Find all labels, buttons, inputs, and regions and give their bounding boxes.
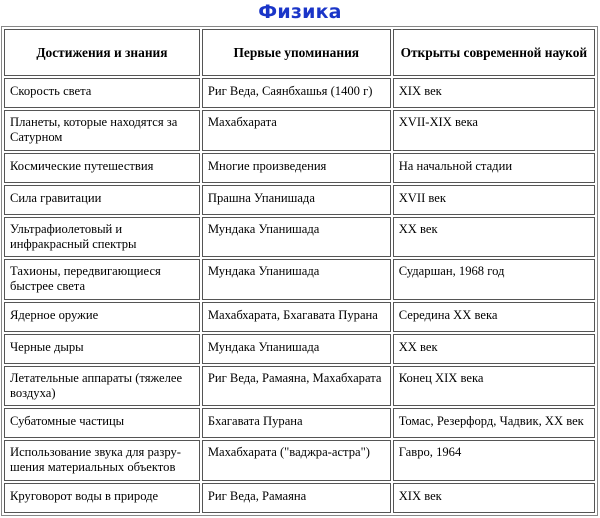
header-discovered-by-science: Открыты современной наукой — [393, 29, 595, 76]
cell-first-mention: Риг Веда, Саянбхашья (1400 г) — [202, 78, 391, 108]
cell-achievement: Космические путешествия — [4, 153, 200, 183]
table-row — [4, 334, 595, 364]
table-row — [4, 408, 595, 438]
cell-discovery: XVII век — [393, 185, 595, 215]
table-header-row — [4, 29, 595, 76]
table-row — [4, 78, 595, 108]
cell-discovery: Сударшан, 1968 год — [393, 259, 595, 300]
cell-achievement: Летательные аппараты (тяжелее воздуха) — [4, 366, 200, 407]
cell-achievement: Субатомные частицы — [4, 408, 200, 438]
cell-achievement: Круговорот воды в природе — [4, 483, 200, 513]
cell-discovery: XIX век — [393, 78, 595, 108]
cell-achievement: Планеты, которые находятся за Сатурном — [4, 110, 200, 151]
cell-first-mention: Бхагавата Пурана — [202, 408, 391, 438]
cell-first-mention: Мундака Упанишада — [202, 259, 391, 300]
header-first-mentions: Первые упоминания — [202, 29, 391, 76]
cell-first-mention: Махабхарата ("ваджра-астра") — [202, 440, 391, 481]
table-row — [4, 440, 595, 481]
header-achievements: Достижения и знания — [4, 29, 200, 76]
cell-discovery: XIX век — [393, 483, 595, 513]
cell-achievement: Ультрафиолетовый и инфракрасный спектры — [4, 217, 200, 258]
table-row — [4, 185, 595, 215]
cell-first-mention: Мундака Упанишада — [202, 217, 391, 258]
cell-discovery: XX век — [393, 217, 595, 258]
table-row — [4, 483, 595, 513]
cell-achievement: Тахионы, передвигающиеся быстрее света — [4, 259, 200, 300]
table-row — [4, 366, 595, 407]
page-title: Физика — [258, 1, 342, 23]
cell-first-mention: Риг Веда, Рамаяна, Махабхарата — [202, 366, 391, 407]
cell-first-mention: Мундака Упанишада — [202, 334, 391, 364]
table-row — [4, 302, 595, 332]
table-row — [4, 259, 595, 300]
cell-discovery: Конец XIX века — [393, 366, 595, 407]
cell-first-mention: Риг Веда, Рамаяна — [202, 483, 391, 513]
cell-discovery: XVII-XIX века — [393, 110, 595, 151]
cell-discovery: Середина XX века — [393, 302, 595, 332]
cell-discovery: Гавро, 1964 — [393, 440, 595, 481]
physics-table — [1, 26, 598, 516]
table-row — [4, 110, 595, 151]
cell-first-mention: Прашна Упанишада — [202, 185, 391, 215]
cell-discovery: На начальной стадии — [393, 153, 595, 183]
cell-first-mention: Махабхарата — [202, 110, 391, 151]
cell-achievement: Сила гравитации — [4, 185, 200, 215]
cell-discovery: XX век — [393, 334, 595, 364]
cell-achievement: Использование звука для разру-шения материальных объектов — [4, 440, 200, 481]
cell-discovery: Томас, Резерфорд, Чадвик, XX век — [393, 408, 595, 438]
table-row — [4, 217, 595, 258]
cell-first-mention: Махабхарата, Бхагавата Пурана — [202, 302, 391, 332]
cell-achievement: Скорость света — [4, 78, 200, 108]
cell-first-mention: Многие произведения — [202, 153, 391, 183]
cell-achievement: Черные дыры — [4, 334, 200, 364]
cell-achievement: Ядерное оружие — [4, 302, 200, 332]
table-row — [4, 153, 595, 183]
